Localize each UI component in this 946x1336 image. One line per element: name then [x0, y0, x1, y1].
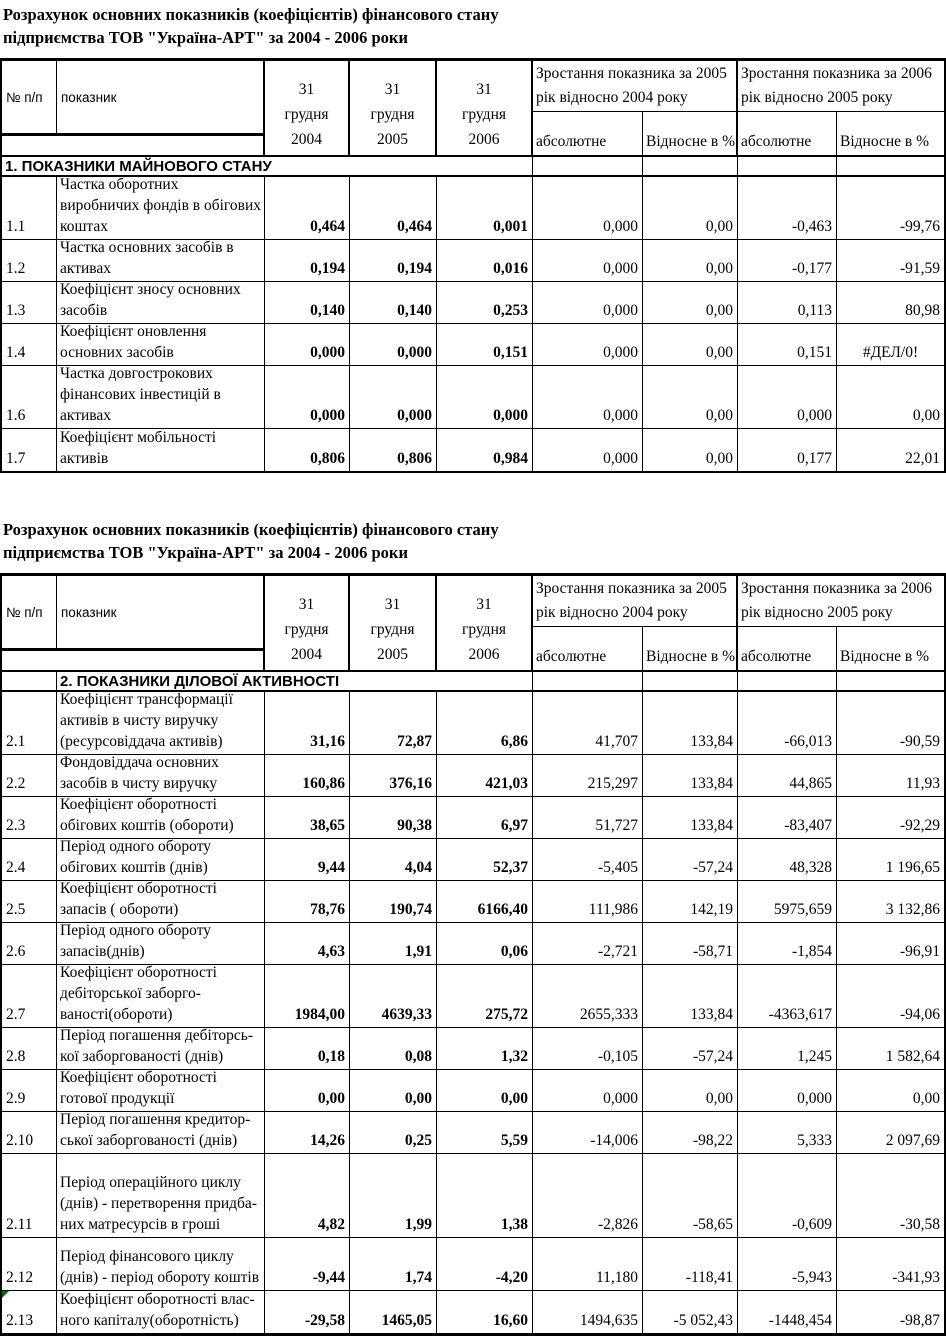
column-header-date-2006 [437, 576, 533, 672]
indicator-label-cell: Період фінансового циклу (днів) - період обороту коштів [57, 1238, 265, 1291]
value-cell: -29,58 [265, 1291, 350, 1333]
value-cell: 6166,40 [437, 881, 533, 923]
column-header-date-2004 [265, 61, 350, 157]
value-cell: 111,986 [533, 881, 643, 923]
value-cell: -0,177 [738, 240, 837, 282]
value-cell: 6,97 [437, 797, 533, 839]
value-cell: 1,99 [350, 1154, 437, 1238]
indicator-label-cell: Коефіцієнт мобільності активів [57, 429, 265, 471]
value-cell: 0,00 [837, 1070, 944, 1112]
value-cell: 133,84 [643, 692, 738, 755]
value-cell: -57,24 [643, 1028, 738, 1070]
value-cell: 4639,33 [350, 965, 437, 1028]
value-cell: 5,59 [437, 1112, 533, 1154]
row-number-cell: 2.7 [2, 965, 57, 1028]
column-header-absolute: абсолютне [738, 112, 837, 157]
value-cell: 1494,635 [533, 1291, 643, 1333]
empty-cell [533, 672, 643, 692]
value-cell: 44,865 [738, 755, 837, 797]
date-line: 2006 [468, 646, 500, 663]
column-header-absolute: абсолютне [533, 112, 643, 157]
value-cell: 142,19 [643, 881, 738, 923]
value-cell: 0,806 [350, 429, 437, 471]
value-cell: 72,87 [350, 692, 437, 755]
value-cell: -98,22 [643, 1112, 738, 1154]
value-cell: -58,65 [643, 1154, 738, 1238]
row-number-cell: 2.10 [2, 1112, 57, 1154]
value-cell: -30,58 [837, 1154, 944, 1238]
column-header-relative: Відносне в % [643, 112, 738, 157]
value-cell: 1 582,64 [837, 1028, 944, 1070]
value-cell: 0,000 [533, 429, 643, 471]
value-cell: 0,194 [350, 240, 437, 282]
row-number-cell: 2.8 [2, 1028, 57, 1070]
value-cell: 0,140 [265, 282, 350, 324]
value-cell: -14,006 [533, 1112, 643, 1154]
value-cell: 133,84 [643, 797, 738, 839]
value-cell: 2655,333 [533, 965, 643, 1028]
value-cell: 1,91 [350, 923, 437, 965]
column-header-indicator: показник [57, 61, 265, 136]
date-line: грудня [284, 106, 329, 123]
row-number-cell: 1.2 [2, 240, 57, 282]
date-line: 2005 [377, 646, 408, 663]
value-cell: -0,463 [738, 177, 837, 240]
column-header-date-2006 [437, 61, 533, 157]
row-number-cell: 2.2 [2, 755, 57, 797]
row-number-cell: 2.4 [2, 839, 57, 881]
value-cell: 0,253 [437, 282, 533, 324]
indicator-label-cell: Коефіцієнт зносу основних засобів [57, 282, 265, 324]
date-line: грудня [370, 621, 415, 638]
indicator-label-cell: Період операційного циклу (днів) - перетворення придба- них матресурсів в гроші [57, 1154, 265, 1238]
header-spacer-cell [2, 651, 265, 672]
value-cell: 0,016 [437, 240, 533, 282]
value-cell: -92,29 [837, 797, 944, 839]
value-cell: 0,000 [533, 282, 643, 324]
indicator-label-cell: Частка основних засобів в активах [57, 240, 265, 282]
value-cell: 5975,659 [738, 881, 837, 923]
empty-cell [738, 672, 837, 692]
value-cell: 376,16 [350, 755, 437, 797]
date-line: грудня [284, 621, 329, 638]
value-cell: -99,76 [837, 177, 944, 240]
value-cell: 0,00 [643, 240, 738, 282]
value-cell: #ДЕЛ/0! [837, 324, 944, 366]
row-number-cell: 2.11 [2, 1154, 57, 1238]
column-header-growth-2005: Зростання показника за 2005 рік відносно 2004 року [533, 576, 738, 627]
value-cell: 4,63 [265, 923, 350, 965]
row-number-cell: 2.3 [2, 797, 57, 839]
column-header-absolute: абсолютне [533, 627, 643, 672]
value-cell: -4,20 [437, 1238, 533, 1291]
value-cell: -0,609 [738, 1154, 837, 1238]
value-cell: 0,00 [437, 1070, 533, 1112]
indicator-label-cell: Частка оборотних виробничих фондів в обігових коштах [57, 177, 265, 240]
value-cell: -83,407 [738, 797, 837, 839]
value-cell: -9,44 [265, 1238, 350, 1291]
value-cell: 0,00 [643, 324, 738, 366]
value-cell: 0,18 [265, 1028, 350, 1070]
value-cell: 0,000 [533, 177, 643, 240]
row-number-cell: 1.1 [2, 177, 57, 240]
indicator-label-cell: Коефіцієнт оборотності запасів ( обороти) [57, 881, 265, 923]
value-cell: 5,333 [738, 1112, 837, 1154]
value-cell: 0,140 [350, 282, 437, 324]
value-cell: 1 196,65 [837, 839, 944, 881]
value-cell: -5,943 [738, 1238, 837, 1291]
section-2-header: 2. ПОКАЗНИКИ ДІЛОВОЇ АКТИВНОСТІ [57, 672, 533, 692]
value-cell: -91,59 [837, 240, 944, 282]
value-cell: 0,08 [350, 1028, 437, 1070]
value-cell: 215,297 [533, 755, 643, 797]
value-cell: -4363,617 [738, 965, 837, 1028]
value-cell: 1984,00 [265, 965, 350, 1028]
indicator-label-cell: Період погашення дебіторсь- кої заборгованості (днів) [57, 1028, 265, 1070]
row-number-cell: 2.1 [2, 692, 57, 755]
value-cell: 0,001 [437, 177, 533, 240]
value-cell: -98,87 [899, 1312, 940, 1329]
value-cell: 0,06 [437, 923, 533, 965]
value-cell: 160,86 [265, 755, 350, 797]
column-header-relative: Відносне в % [837, 112, 944, 157]
value-cell: 4,04 [350, 839, 437, 881]
indicator-label-cell: Період погашення кредитор- ської заборгованості (днів) [57, 1112, 265, 1154]
row-number-cell: 2.12 [2, 1238, 57, 1291]
empty-cell [2, 672, 57, 692]
row-number-cell: 2.5 [2, 881, 57, 923]
column-header-growth-2006: Зростання показника за 2006 рік відносно 2005 року [738, 61, 944, 112]
value-cell: 22,01 [905, 450, 940, 467]
row-number-cell: 2.9 [2, 1070, 57, 1112]
document-title [3, 3, 946, 49]
value-cell: 16,60 [437, 1291, 533, 1333]
document-title-line1: Розрахунок основних показників (коефіцієнтів) фінансового стану [3, 520, 499, 539]
date-line: 31 [476, 596, 492, 613]
value-cell: -96,91 [837, 923, 944, 965]
value-cell: 0,000 [437, 366, 533, 429]
excel-error-indicator-triangle [2, 1291, 9, 1298]
date-line: 31 [384, 596, 401, 613]
date-line: 31 [476, 81, 492, 98]
value-cell: -1448,454 [738, 1291, 837, 1333]
column-header-relative: Відносне в % [643, 627, 738, 672]
row-number-cell: 1.7 [2, 429, 57, 471]
date-line: 2006 [468, 131, 500, 148]
value-cell: 80,98 [837, 282, 944, 324]
value-cell: 14,26 [265, 1112, 350, 1154]
column-header-growth-2005: Зростання показника за 2005 рік відносно 2004 року [533, 61, 738, 112]
empty-cell [837, 157, 944, 177]
row-number-cell: 1.3 [2, 282, 57, 324]
value-cell: 51,727 [533, 797, 643, 839]
date-line: 2004 [291, 646, 322, 663]
value-cell: 11,180 [533, 1238, 643, 1291]
value-cell: -90,59 [837, 692, 944, 755]
indicator-label-cell: Коефіцієнт оборотності влас- ного капіталу(оборотність) [57, 1291, 265, 1333]
value-cell: 0,464 [265, 177, 350, 240]
value-cell: 41,707 [533, 692, 643, 755]
indicator-label-cell: Період одного обороту запасів(днів) [57, 923, 265, 965]
value-cell: 275,72 [437, 965, 533, 1028]
value-cell: 1,245 [738, 1028, 837, 1070]
column-header-growth-2006: Зростання показника за 2006 рік відносно 2005 року [738, 576, 944, 627]
value-cell: 0,113 [738, 282, 837, 324]
value-cell: 0,00 [837, 366, 944, 429]
value-cell: 90,38 [350, 797, 437, 839]
row-number-cell: 1.6 [2, 366, 57, 429]
value-cell: 133,84 [643, 755, 738, 797]
column-header-date-2005 [350, 576, 437, 672]
value-cell: -1,854 [738, 923, 837, 965]
value-cell: -5 052,43 [643, 1291, 738, 1333]
value-cell: 6,86 [437, 692, 533, 755]
column-header-indicator: показник [57, 576, 265, 651]
value-cell: 0,806 [265, 429, 350, 471]
document-title-line1: Розрахунок основних показників (коефіцієнтів) фінансового стану [3, 5, 499, 24]
indicator-label-cell: Коефіцієнт оборотності готової продукції [57, 1070, 265, 1112]
value-cell: 0,000 [533, 1070, 643, 1112]
date-line: грудня [462, 106, 506, 123]
value-cell: 0,000 [350, 366, 437, 429]
financial-indicators-table-2 [0, 573, 946, 1336]
value-cell: 0,000 [265, 324, 350, 366]
value-cell: 0,194 [265, 240, 350, 282]
value-cell: 11,93 [837, 755, 944, 797]
value-cell: 0,000 [738, 1070, 837, 1112]
value-cell: 38,65 [265, 797, 350, 839]
column-header-row-number: № п/п [2, 576, 57, 651]
document-title-line2: підприємства ТОВ "Україна-АРТ" за 2004 - 2006 роки [3, 543, 408, 562]
value-cell: 0,00 [643, 429, 738, 471]
value-cell: 2 097,69 [837, 1112, 944, 1154]
date-line: 31 [384, 81, 401, 98]
value-cell: 0,464 [350, 177, 437, 240]
value-cell: 421,03 [437, 755, 533, 797]
value-cell: 0,000 [533, 240, 643, 282]
value-cell: 1465,05 [350, 1291, 437, 1333]
value-cell: -66,013 [738, 692, 837, 755]
header-spacer-cell [2, 136, 265, 157]
column-header-absolute: абсолютне [738, 627, 837, 672]
section-1-header: 1. ПОКАЗНИКИ МАЙНОВОГО СТАНУ [2, 157, 533, 177]
value-cell: 133,84 [643, 965, 738, 1028]
value-cell: -0,105 [533, 1028, 643, 1070]
value-cell: 0,00 [350, 1070, 437, 1112]
value-cell: -2,721 [533, 923, 643, 965]
value-cell: 0,151 [738, 324, 837, 366]
value-cell: 0,151 [437, 324, 533, 366]
date-line: 31 [298, 81, 315, 98]
indicator-label-cell: Коефіцієнт оновлення основних засобів [57, 324, 265, 366]
value-cell: 1,38 [437, 1154, 533, 1238]
value-cell: -341,93 [837, 1238, 944, 1291]
value-cell: 190,74 [350, 881, 437, 923]
value-cell: 0,000 [738, 366, 837, 429]
row-number-cell: 1.4 [2, 324, 57, 366]
value-cell: 0,00 [643, 366, 738, 429]
empty-cell [533, 157, 643, 177]
value-cell: 0,25 [350, 1112, 437, 1154]
value-cell: 4,82 [265, 1154, 350, 1238]
value-cell: -5,405 [533, 839, 643, 881]
column-header-relative: Відносне в % [837, 627, 944, 672]
indicator-label-cell: Коефіцієнт трансформації активів в чисту виручку (ресурсовіддача активів) [57, 692, 265, 755]
date-line: 31 [298, 596, 315, 613]
value-cell: 0,000 [533, 366, 643, 429]
value-cell: 31,16 [265, 692, 350, 755]
value-cell: 0,000 [350, 324, 437, 366]
column-header-date-2005 [350, 61, 437, 157]
document-title [3, 518, 946, 564]
document-title-line2: підприємства ТОВ "Україна-АРТ" за 2004 - 2006 роки [3, 28, 408, 47]
value-cell: 0,00 [643, 1070, 738, 1112]
column-header-row-number: № п/п [2, 61, 57, 136]
column-header-date-2004 [265, 576, 350, 672]
financial-indicators-table-1 [0, 58, 946, 473]
value-cell: 0,00 [265, 1070, 350, 1112]
date-line: 2005 [377, 131, 408, 148]
indicator-label-cell: Фондовіддача основних засобів в чисту виручку [57, 755, 265, 797]
value-cell: 48,328 [738, 839, 837, 881]
row-number-cell: 2.13 [2, 1291, 57, 1333]
date-line: 2004 [291, 131, 322, 148]
empty-cell [643, 672, 738, 692]
value-cell: 0,00 [643, 282, 738, 324]
value-cell: 52,37 [437, 839, 533, 881]
row-number-cell: 2.6 [2, 923, 57, 965]
value-cell: 3 132,86 [837, 881, 944, 923]
value-cell: 78,76 [265, 881, 350, 923]
empty-cell [643, 157, 738, 177]
indicator-label-cell: Частка довгострокових фінансових інвестицій в активах [57, 366, 265, 429]
indicator-label-cell: Період одного обороту обігових коштів (днів) [57, 839, 265, 881]
value-cell: 9,44 [265, 839, 350, 881]
indicator-label-cell: Коефіцієнт оборотності обігових коштів (обороти) [57, 797, 265, 839]
value-cell: 0,984 [437, 429, 533, 471]
value-cell: 1,74 [350, 1238, 437, 1291]
value-cell: -57,24 [643, 839, 738, 881]
empty-cell [738, 157, 837, 177]
value-cell: -118,41 [643, 1238, 738, 1291]
date-line: грудня [370, 106, 415, 123]
value-cell: -2,826 [533, 1154, 643, 1238]
empty-cell [837, 672, 944, 692]
value-cell: -58,71 [643, 923, 738, 965]
indicator-label-cell: Коефіцієнт оборотності дебіторської заборго- ваності(обороти) [57, 965, 265, 1028]
value-cell: 1,32 [437, 1028, 533, 1070]
value-cell: -94,06 [837, 965, 944, 1028]
value-cell: 0,00 [643, 177, 738, 240]
date-line: грудня [462, 621, 506, 638]
value-cell: 0,000 [265, 366, 350, 429]
value-cell: 0,177 [738, 429, 837, 471]
value-cell: 0,000 [533, 324, 643, 366]
